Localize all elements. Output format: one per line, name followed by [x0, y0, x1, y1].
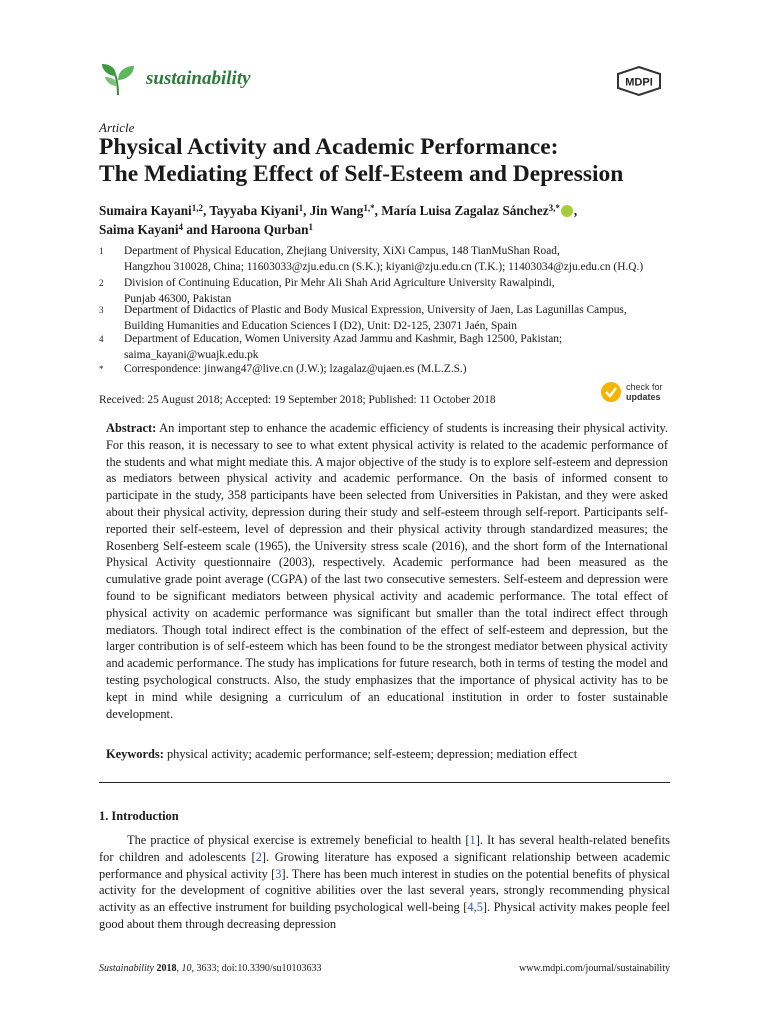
citation-link[interactable]: 3 [275, 866, 282, 881]
author-name[interactable]: Haroona Qurban [210, 222, 309, 237]
publication-dates: Received: 25 August 2018; Accepted: 19 September 2018; Published: 11 October 2018 [99, 394, 496, 406]
paper-title [99, 134, 699, 188]
intro-paragraph: The practice of physical exercise is extremely beneficial to health [1]. It has several health-related benefits for children and adolescents [2]. Growing literature has exposed a significant relationship between academic performance and physical activity [3]. There has been much interest in studies on the potential benefits of physical activity for the development of cognitive abilities over the last several years, strongly recommending physical activity as an effective instrument for building psychological well-being [4,5]. Physical activity makes people feel good about them through decreasing depression [99, 833, 670, 931]
article-type: Article [99, 120, 135, 135]
citation-link[interactable]: 4,5 [467, 900, 483, 915]
author-name[interactable]: Saima Kayani [99, 222, 179, 237]
publisher-logo-text: MDPI [625, 76, 653, 89]
divider [99, 782, 670, 783]
title-line-1: Physical Activity and Academic Performance: [99, 134, 559, 160]
abstract [106, 420, 668, 722]
check-updates-icon [600, 381, 622, 403]
orcid-icon[interactable] [561, 205, 573, 217]
author-name[interactable]: Tayyaba Kiyani [209, 203, 299, 218]
keywords [106, 746, 668, 762]
section-heading: 1. Introduction [99, 809, 179, 823]
author-name[interactable]: Jin Wang [309, 203, 364, 218]
abstract-label: Abstract: [106, 421, 157, 435]
citation-link[interactable]: 2 [255, 849, 262, 864]
mdpi-logo [612, 66, 666, 96]
citation-link[interactable]: 1 [469, 833, 476, 847]
author-name[interactable]: Sumaira Kayani [99, 203, 192, 218]
footer-url[interactable]: www.mdpi.com/journal/sustainability [518, 963, 670, 974]
journal-name: sustainability [146, 68, 251, 89]
title-line-2: The Mediating Effect of Self-Esteem and Depression [99, 161, 624, 187]
keywords-text: physical activity; academic performance; self-esteem; depression; mediation effect [166, 747, 578, 761]
keywords-label: Keywords: [106, 747, 164, 761]
check-for-updates-badge[interactable]: check for updates [600, 379, 680, 407]
abstract-text: An important step to enhance the academic efficiency of students is increasing their physical activity. For this reason, it is necessary to see to what extent physical activity is related to the academic performance of the students and what might mediate this. A major objective of the study is to explore self-esteem and depression as mediators between physical activity and academic performance. On the basis of informed consent to participate in the study, 358 participants have been selected from Universities in Pakistan, and they were asked about their physical activity, depression during their study and self-esteem through self-report. Participants self-reported their self-esteem, level of depression and their physical activity through standardized measures; the Rosenberg Self-esteem scale (1965), the University stress scale (2016), and the short form of the International Physical Activity questionnaire (2003), respectively. Academic performance had been measured as the cumulative grade point average (CGPA) of the last two consecutive semesters. Self-esteem and depression were found to be significant mediators between physical activity and academic performance. The total effect of physical activity on academic performance was significant but smaller than the total indirect effect through mediators. Though total indirect effect is the combination of the effect of self-esteem and depression, but the larger contribution is of self-esteem which has been found to be the strongest mediator between physical activity and academic performance. The study has implications for future research, both in terms of testing the model and testing psychological constructs. Also, the study emphasizes that the importance of physical activity has to be kept in mind while designing a curriculum of an educational institution in order to foster sustainable development. [106, 421, 668, 721]
author-list: Sumaira Kayani$^{1,2}$, Tayyaba Kiyani$^1$, Jin Wang$^{1,*}$, María Luisa Zagalaz Sánchez$^{3,*}$ , Saima Kayani$^4$ and Haroona Qurban$^1$ [99, 203, 578, 237]
author-name[interactable]: María Luisa Zagalaz Sánchez [381, 203, 549, 218]
leaf-sprout-icon [100, 62, 136, 96]
footer-citation: Sustainability 2018, 10, 3633; doi:10.3390/su10103633 [99, 963, 322, 974]
